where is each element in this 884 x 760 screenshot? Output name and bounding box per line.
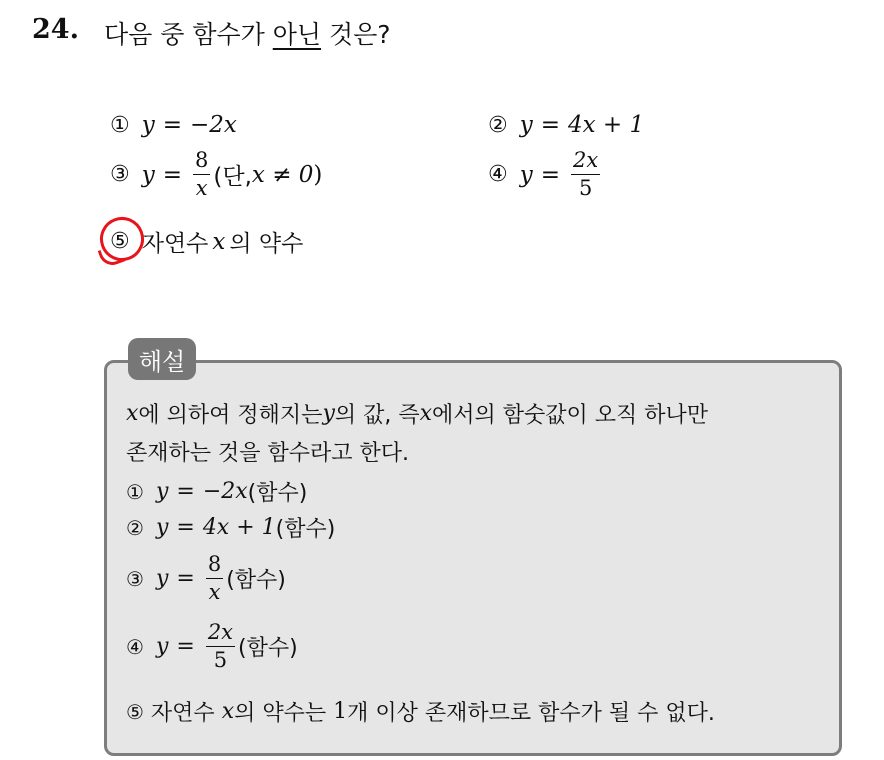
option-3-denominator: x xyxy=(195,176,208,200)
sol-5-var: x xyxy=(221,699,235,724)
sol-3-lhs: y xyxy=(155,566,169,591)
option-5-var: x xyxy=(212,228,226,255)
option-2[interactable] xyxy=(488,112,644,138)
sol-5-a: 자연수 xyxy=(143,701,222,726)
option-4-eq: = xyxy=(540,161,561,188)
sol-p1-a: 에 의하여 정해지는 xyxy=(138,403,323,428)
sol-p1-var-x: x xyxy=(126,401,139,426)
solution-item-5 xyxy=(126,696,715,727)
question-text-a: 다음 중 함수가 xyxy=(104,20,273,49)
question-text-b: 것은? xyxy=(321,20,391,49)
sol-1-note: (함수) xyxy=(247,481,308,506)
sol-p1-var-y: y xyxy=(322,401,335,426)
sol-4-fraction xyxy=(206,622,235,671)
sol-2-rhs: 4x + 1 xyxy=(202,515,276,540)
sol-3-numerator: 8 xyxy=(207,552,222,576)
solution-item-1 xyxy=(126,476,307,507)
option-4-numerator: 2x xyxy=(573,148,599,172)
option-3-numerator: 8 xyxy=(195,148,209,172)
sol-5-b: 의 약수는 xyxy=(234,701,334,726)
sol-4-lhs: y xyxy=(155,634,169,659)
option-3-lhs: y xyxy=(141,161,155,188)
sol-4-marker: ④ xyxy=(126,634,144,659)
sol-1-rhs: −2x xyxy=(202,479,248,504)
sol-3-note: (함수) xyxy=(226,568,286,593)
sol-1-lhs: y xyxy=(155,479,169,504)
solution-item-2 xyxy=(126,512,335,543)
option-3-cond-math: x ≠ 0 xyxy=(251,161,314,188)
question-text-underlined: 아닌 xyxy=(272,20,322,49)
option-4-marker: ④ xyxy=(488,162,508,187)
sol-3-eq: = xyxy=(176,566,195,591)
option-1-eq: = xyxy=(162,112,183,138)
option-1-marker: ① xyxy=(110,112,130,138)
option-2-lhs: y xyxy=(519,112,533,138)
option-4-lhs: y xyxy=(519,161,533,188)
option-4[interactable] xyxy=(488,150,603,199)
option-3-fraction xyxy=(193,150,210,199)
option-1-rhs: −2x xyxy=(190,112,237,138)
option-3-eq: = xyxy=(162,161,183,188)
option-5[interactable] xyxy=(110,225,303,258)
sol-4-eq: = xyxy=(176,634,195,659)
option-3-cond-close: ) xyxy=(313,161,323,188)
sol-p1-var-x2: x xyxy=(419,401,433,426)
question-text xyxy=(104,15,391,51)
solution-paragraph-line-1 xyxy=(126,398,708,429)
sol-5-c: 개 이상 존재하므로 함수가 될 수 없다. xyxy=(347,701,715,726)
sol-5-n: 1 xyxy=(333,699,348,724)
sol-4-denominator: 5 xyxy=(213,648,228,672)
option-2-eq: = xyxy=(540,112,561,138)
option-2-rhs: 4x + 1 xyxy=(568,112,645,138)
sol-1-marker: ① xyxy=(126,479,144,504)
sol-2-lhs: y xyxy=(155,515,169,540)
sol-p1-b: 의 값, 즉 xyxy=(334,403,420,428)
solution-paragraph-line-2 xyxy=(126,436,409,467)
sol-4-numerator: 2x xyxy=(207,620,234,644)
option-1[interactable] xyxy=(110,112,237,138)
sol-p2: 존재하는 것을 함수라고 한다. xyxy=(126,441,409,466)
sol-p1-c: 에서의 함숫값이 오직 하나만 xyxy=(432,403,709,428)
option-5-text-b: 의 약수 xyxy=(229,231,304,257)
sol-2-eq: = xyxy=(176,515,195,540)
sol-3-marker: ③ xyxy=(126,566,144,591)
option-5-marker: ⑤ xyxy=(110,229,130,254)
sol-1-eq: = xyxy=(176,479,195,504)
sol-3-denominator: x xyxy=(208,580,221,604)
option-1-lhs: y xyxy=(141,112,155,138)
option-5-text-a: 자연수 xyxy=(141,231,209,257)
question-number: 24. xyxy=(32,14,79,45)
solution-item-3 xyxy=(126,554,286,603)
solution-tab: 해설 xyxy=(128,338,196,380)
option-3-marker: ③ xyxy=(110,162,130,187)
option-4-fraction xyxy=(571,150,600,199)
sol-5-marker: ⑤ xyxy=(126,699,144,724)
sol-2-note: (함수) xyxy=(275,517,336,542)
sol-4-note: (함수) xyxy=(238,636,298,661)
option-2-marker: ② xyxy=(488,112,508,138)
sol-3-fraction xyxy=(206,554,223,603)
option-4-denominator: 5 xyxy=(578,176,593,200)
sol-2-marker: ② xyxy=(126,515,144,540)
option-3-cond-open: (단, xyxy=(213,164,252,190)
solution-item-4 xyxy=(126,622,298,671)
option-3[interactable] xyxy=(110,150,322,199)
